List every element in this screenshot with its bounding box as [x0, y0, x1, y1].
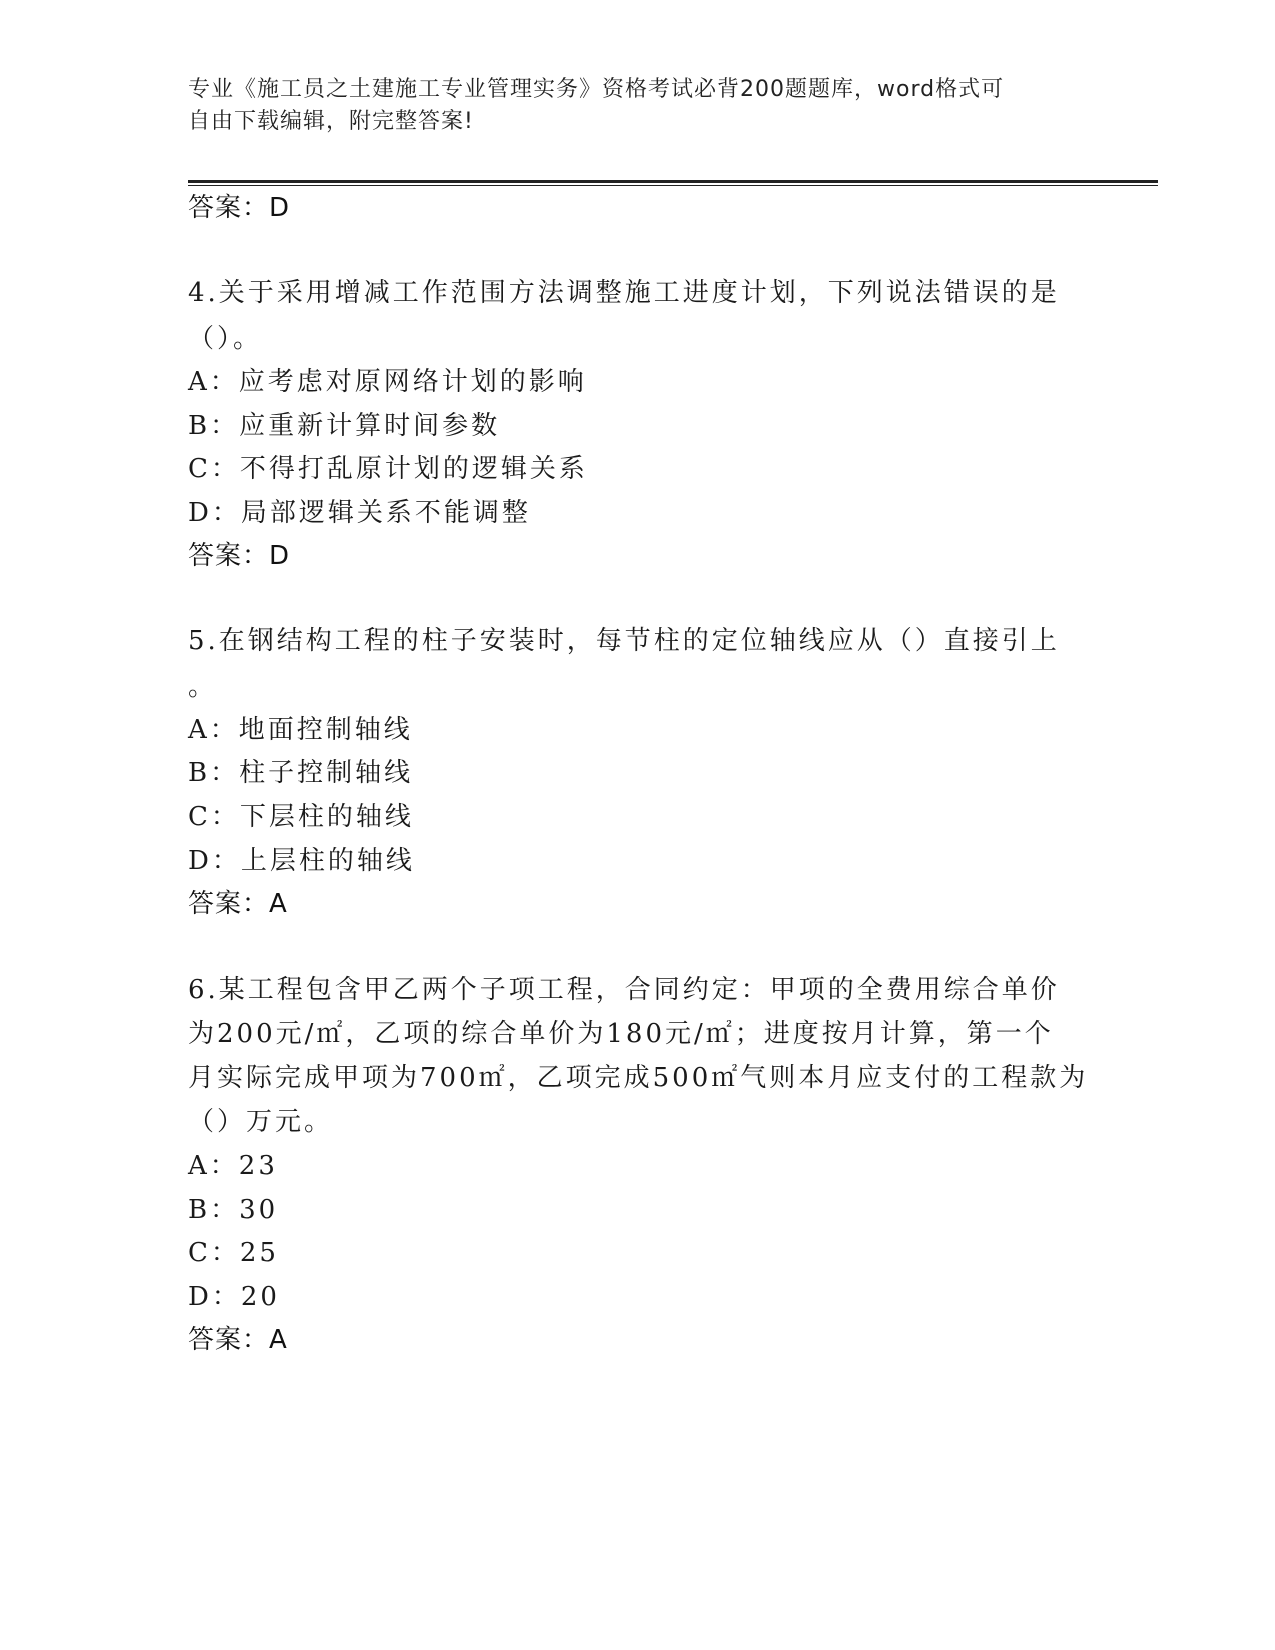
- question-4-option-b: B：应重新计算时间参数: [188, 411, 501, 441]
- question-4-stem-line-1: 4.关于采用增减工作范围方法调整施工进度计划，下列说法错误的是: [188, 278, 1060, 308]
- question-5-option-d: D：上层柱的轴线: [188, 846, 415, 876]
- document-header: [188, 74, 1068, 138]
- question-4-stem-line-2: （）。: [188, 324, 263, 354]
- question-5-stem-line-1: 5.在钢结构工程的柱子安装时，每节柱的定位轴线应从（）直接引上: [188, 626, 1060, 656]
- question-5-answer: 答案：A: [188, 889, 288, 919]
- header-divider-thin: [188, 185, 1158, 186]
- question-6-option-c: C：25: [188, 1238, 279, 1268]
- header-line-2: 自由下载编辑，附完整答案!: [188, 109, 474, 134]
- header-line-1: 专业《施工员之土建施工专业管理实务》资格考试必背200题题库，word格式可: [188, 77, 1005, 102]
- question-5-stem-line-2: 。: [188, 672, 218, 702]
- header-divider: [188, 180, 1158, 183]
- question-5-option-b: B：柱子控制轴线: [188, 758, 414, 788]
- question-5-option-c: C：下层柱的轴线: [188, 802, 414, 832]
- question-4-option-c: C：不得打乱原计划的逻辑关系: [188, 454, 588, 484]
- question-4-option-a: A：应考虑对原网络计划的影响: [188, 367, 587, 397]
- question-5-option-a: A：地面控制轴线: [188, 715, 413, 745]
- question-6-stem-line-4: （）万元。: [188, 1107, 334, 1137]
- question-6-option-a: A：23: [188, 1151, 278, 1181]
- question-4-answer: 答案：D: [188, 541, 291, 571]
- question-6-stem-line-2: 为200元/㎡，乙项的综合单价为180元/㎡；进度按月计算，第一个: [188, 1019, 1054, 1049]
- question-4-option-d: D：局部逻辑关系不能调整: [188, 498, 531, 528]
- question-6-stem-line-3: 月实际完成甲项为700㎡，乙项完成500㎡气则本月应支付的工程款为: [188, 1063, 1089, 1093]
- question-6-option-b: B：30: [188, 1195, 279, 1225]
- question-6-answer: 答案：A: [188, 1325, 288, 1355]
- question-6-stem-line-1: 6.某工程包含甲乙两个子项工程，合同约定：甲项的全费用综合单价: [188, 975, 1060, 1005]
- question-6-option-d: D：20: [188, 1282, 280, 1312]
- previous-answer: 答案：D: [188, 193, 291, 223]
